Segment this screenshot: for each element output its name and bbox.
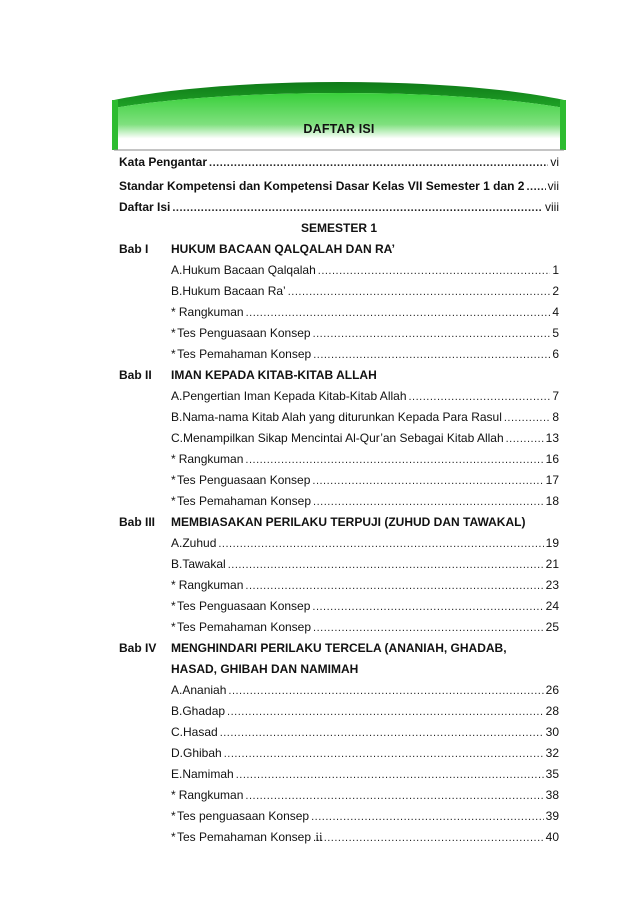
toc-entry[interactable]: [171, 326, 559, 341]
entry-label: Hukum Bacaan Qalqalah: [182, 263, 316, 277]
entry-page: 17: [545, 473, 559, 487]
dot-leader: [236, 768, 544, 782]
dot-leader: [220, 726, 544, 740]
toc-entry[interactable]: [171, 305, 559, 320]
chapter-number: Bab II: [119, 368, 152, 382]
dot-leader: [218, 537, 543, 551]
entry-marker: B.: [171, 410, 183, 424]
dot-leader: [526, 180, 545, 194]
entry-label: Pengertian Iman Kepada Kitab-Kitab Allah: [182, 389, 407, 403]
toc-entry[interactable]: [171, 578, 559, 593]
toc-entry[interactable]: [171, 263, 559, 278]
entry-label: Tes penguasaan Konsep: [177, 809, 310, 823]
entry-label: Zuhud: [182, 536, 217, 550]
toc-entry[interactable]: [171, 284, 559, 299]
entry-page: 24: [545, 599, 559, 613]
entry-label: Tes Pemahaman Konsep: [176, 830, 312, 844]
entry-marker: *: [171, 326, 176, 340]
toc-entry-standar-kompetensi[interactable]: [119, 179, 559, 194]
entry-page: 25: [545, 620, 559, 634]
entry-marker: C.: [171, 725, 183, 739]
toc-entry[interactable]: [171, 347, 559, 362]
toc-entry[interactable]: [171, 410, 559, 425]
entry-page: 1: [552, 263, 559, 277]
entry-label: Kata Pengantar: [119, 155, 208, 169]
entry-marker: *: [171, 830, 176, 844]
entry-page: 21: [545, 557, 559, 571]
entry-label: Tes Pemahaman Konsep: [177, 347, 312, 361]
dot-leader: [224, 747, 544, 761]
entry-label: Tawakal: [182, 557, 226, 571]
toc-entry[interactable]: [171, 725, 559, 740]
entry-page: 19: [545, 536, 559, 550]
entry-page: 4: [552, 305, 559, 319]
toc-entry[interactable]: [171, 704, 559, 719]
chapter-number: Bab III: [119, 515, 156, 529]
entry-marker: *: [171, 452, 176, 466]
entry-marker: B.: [171, 557, 183, 571]
page-title: DAFTAR ISI: [303, 122, 375, 136]
entry-label: Ghadap: [182, 704, 226, 718]
entry-page: vii: [547, 179, 559, 193]
dot-leader: [313, 348, 550, 362]
entry-page: 35: [545, 767, 559, 781]
toc-banner: [110, 70, 568, 162]
entry-marker: A.: [171, 536, 183, 550]
entry-label: Rangkuman: [178, 788, 244, 802]
chapter-title: HUKUM BACAAN QALQALAH DAN RA’: [171, 242, 395, 256]
dot-leader: [312, 600, 543, 614]
dot-leader: [246, 306, 551, 320]
chapter-title-continued: [119, 662, 559, 676]
entry-marker: *: [171, 599, 176, 613]
entry-page: 18: [545, 494, 559, 508]
entry-label: Hukum Bacaan Ra’: [182, 284, 286, 298]
entry-page: 6: [552, 347, 559, 361]
entry-label: Tes Penguasaan Konsep: [176, 473, 311, 487]
dot-leader: [312, 474, 543, 488]
dot-leader: [313, 327, 551, 341]
entry-page: 7: [552, 389, 559, 403]
chapter-number: Bab IV: [119, 641, 157, 655]
entry-page: 40: [545, 830, 559, 844]
entry-label: Standar Kompetensi dan Kompetensi Dasar Kelas VII Semester 1 dan 2: [119, 179, 525, 193]
entry-marker: A.: [171, 389, 183, 403]
toc-entry[interactable]: [171, 431, 559, 446]
chapter-title-line-2: HASAD, GHIBAH DAN NAMIMAH: [171, 662, 359, 676]
entry-page: 8: [552, 410, 559, 424]
entry-page: 30: [545, 725, 559, 739]
toc-entry-daftar-isi[interactable]: [119, 200, 559, 215]
entry-label: Tes Pemahaman Konsep: [176, 620, 312, 634]
dot-leader: [228, 684, 543, 698]
entry-marker: A.: [171, 263, 183, 277]
entry-marker: *: [171, 347, 176, 361]
dot-leader: [506, 432, 544, 446]
entry-page: 28: [545, 704, 559, 718]
dot-leader: [313, 621, 544, 635]
entry-marker: D.: [171, 746, 183, 760]
dot-leader: [313, 495, 544, 509]
entry-page: 5: [552, 326, 559, 340]
entry-page: 23: [545, 578, 559, 592]
page-number: ii: [315, 829, 323, 844]
chapter-heading-bab-1: [119, 242, 559, 256]
entry-marker: *: [171, 494, 176, 508]
entry-label: Tes Penguasaan Konsep: [177, 326, 311, 340]
toc-entry[interactable]: [171, 599, 559, 614]
dot-leader: [209, 156, 548, 170]
entry-marker: *: [171, 809, 176, 823]
toc-entry[interactable]: [171, 494, 559, 509]
entry-label: Daftar Isi: [119, 200, 171, 214]
toc-entry[interactable]: [171, 809, 559, 824]
entry-marker: C.: [171, 431, 183, 445]
dot-leader: [228, 558, 544, 572]
dot-leader: [409, 390, 551, 404]
toc-entry[interactable]: [171, 557, 559, 572]
chapter-heading-bab-4: [119, 641, 559, 655]
entry-label: Tes Pemahaman Konsep: [176, 494, 312, 508]
chapter-title: IMAN KEPADA KITAB-KITAB ALLAH: [171, 368, 377, 382]
toc-entry[interactable]: [171, 746, 559, 761]
toc-entry[interactable]: [171, 452, 559, 467]
semester-heading: SEMESTER 1: [300, 221, 378, 235]
chapter-title: MEMBIASAKAN PERILAKU TERPUJI (ZUHUD DAN TAWAKAL): [171, 515, 526, 529]
entry-label: Hasad: [183, 725, 218, 739]
chapter-number: Bab I: [119, 242, 149, 256]
entry-page: 13: [545, 431, 559, 445]
chapter-heading-bab-2: [119, 368, 559, 382]
entry-marker: *: [171, 305, 176, 319]
dot-leader: [245, 579, 543, 593]
chapter-heading-bab-3: [119, 515, 559, 529]
entry-page: vi: [550, 155, 559, 169]
toc-entry-kata-pengantar[interactable]: [119, 155, 559, 170]
toc-entry[interactable]: [171, 389, 559, 404]
entry-label: Tes Penguasaan Konsep: [176, 599, 311, 613]
dot-leader: [288, 285, 551, 299]
dot-leader: [318, 264, 551, 278]
entry-page: 2: [552, 284, 559, 298]
entry-page: viii: [545, 200, 559, 214]
dot-leader: [504, 411, 550, 425]
entry-label: Namimah: [182, 767, 234, 781]
entry-label: Nama-nama Kitab Alah yang diturunkan Kepada Para Rasul: [182, 410, 502, 424]
entry-label: Menampilkan Sikap Mencintai Al-Qur’an Sebagai Kitab Allah: [183, 431, 504, 445]
entry-label: Rangkuman: [178, 452, 244, 466]
entry-label: Ananiah: [182, 683, 227, 697]
toc-entry[interactable]: [171, 473, 559, 488]
entry-marker: *: [171, 473, 176, 487]
dot-leader: [227, 705, 544, 719]
entry-page: 32: [545, 746, 559, 760]
entry-marker: A.: [171, 683, 183, 697]
toc-entry[interactable]: [171, 620, 559, 635]
toc-entry[interactable]: [171, 536, 559, 551]
toc-entry[interactable]: [171, 788, 559, 803]
toc-entry[interactable]: [171, 767, 559, 782]
dot-leader: [245, 453, 543, 467]
dot-leader: [172, 201, 543, 215]
chapter-title: MENGHINDARI PERILAKU TERCELA (ANANIAH, GHADAB,: [171, 641, 507, 655]
entry-marker: B.: [171, 704, 183, 718]
entry-page: 39: [545, 809, 559, 823]
entry-page: 38: [545, 788, 559, 802]
toc-entry[interactable]: [171, 683, 559, 698]
entry-label: Rangkuman: [178, 305, 244, 319]
dot-leader: [245, 789, 543, 803]
entry-label: Ghibah: [183, 746, 222, 760]
entry-page: 26: [545, 683, 559, 697]
dot-leader: [311, 810, 544, 824]
entry-marker: *: [171, 578, 176, 592]
entry-marker: E.: [171, 767, 183, 781]
entry-marker: *: [171, 620, 176, 634]
banner-shape: [110, 70, 568, 162]
entry-marker: B.: [171, 284, 183, 298]
entry-label: Rangkuman: [178, 578, 244, 592]
entry-page: 16: [545, 452, 559, 466]
entry-marker: *: [171, 788, 176, 802]
